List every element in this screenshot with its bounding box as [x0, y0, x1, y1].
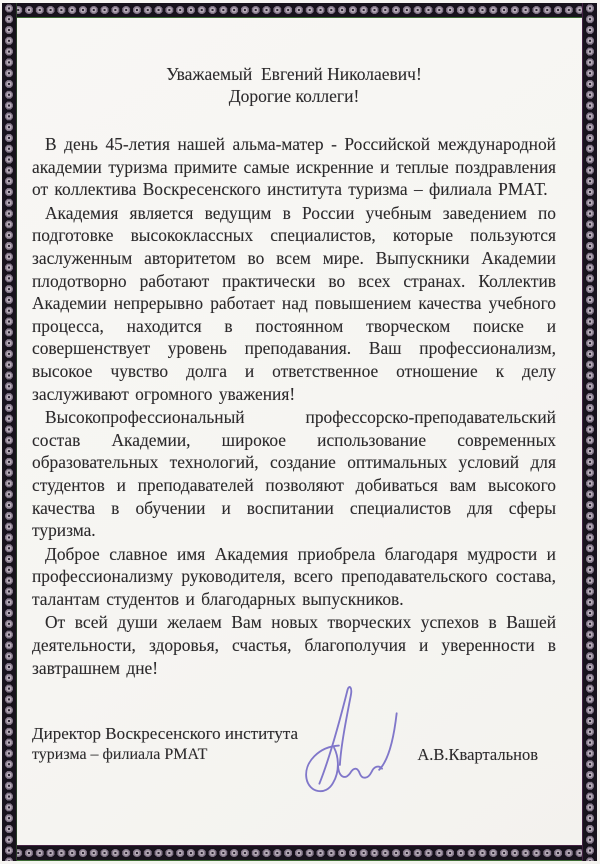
paragraph-4: Доброе славное имя Академия приобрела благодаря мудрости и профессионализму руководителя, всего преподавательского состава, талантам студентов и благодарных выпускников.: [32, 543, 556, 609]
letter-body: [32, 133, 556, 679]
signature-block: [32, 723, 556, 765]
handwritten-signature: [291, 680, 409, 808]
border-right-beads: [582, 3, 597, 861]
border-bottom-beads: [2, 845, 597, 861]
paragraph-1: В день 45-летия нашей альма-матер - Российской международной академии туризма примите самые искренние и теплые поздравления от коллектива Воскресенского института туризма – филиала РМАТ.: [32, 134, 556, 200]
salutation-block: [32, 63, 556, 107]
signatory-title-line-2: туризма – филиала РМАТ: [32, 746, 208, 764]
signatory-title-line-1: Директор Воскресенского института: [32, 724, 299, 744]
paragraph-5: От всей души желаем Вам новых творческих успехов в Вашей деятельности, здоровья, счастья, благополучия и уверенности в завтрашнем дне!: [32, 612, 556, 678]
paragraph-3: Высокопрофессиональный профессорско-преподавательский состав Академии, широкое использование современных образовательных технологий, создание оптимальных условий для студентов и преподавателей позволяют добиваться вам высокого качества в обучении и воспитании специалистов для сферы туризма.: [32, 407, 556, 541]
letter-content: [32, 17, 556, 847]
signatory-name: А.В.Квартальнов: [417, 745, 538, 765]
salutation-line-2: Дорогие коллеги!: [228, 86, 360, 106]
salutation-line-1: Уважаемый Евгений Николаевич!: [166, 64, 422, 84]
border-top-beads: [2, 3, 597, 18]
border-left-beads: [2, 3, 17, 861]
paragraph-2: Академия является ведущим в России учебным заведением по подготовке высококлассных специалистов, которые пользуются заслуженным авторитетом во всем мире. Выпускники Академии плодотворно работают практически во всех странах. Коллектив Академии непрерывно работает над повышением качества учебного процесса, находится в постоянном творческом поиске и совершенствует уровень преподавания. Ваш профессионализм, высокое чувство долга и ответственное отношение к делу заслуживают огромного уважения!: [32, 202, 556, 404]
signatory-title: [32, 723, 298, 765]
